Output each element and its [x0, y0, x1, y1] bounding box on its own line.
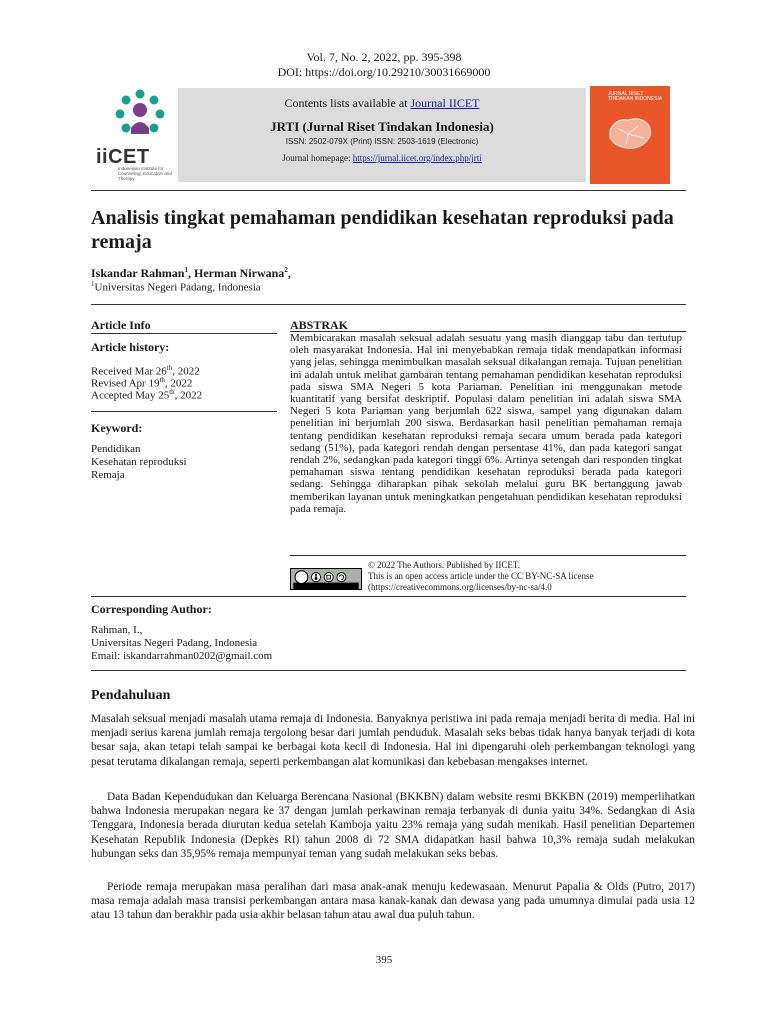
abstract-text: Membicarakan masalah seksual adalah sesuatu yang masih dianggap tabu dan tertutup oleh masyarakat Indonesia. Hal ini menyebabkan remaja tidak mendapatkan informasi yang jelas, sehingga menimbulkan masalah seksual dikalangan remaja. Tujuan penelitian ini adalah untuk melihat gambaran tentang pemahaman pendidikan kesehatan reproduksi pada siswa SMA Negeri 5 kota Pariaman. Penelitian ini menggunakan metode kuantitatif yang bersifat deskriptif. Populasi dalam penelitian ini adalah siswa SMA Negeri 5 kota Pariaman yang berjumlah 622 siswa, sampel yang digunakan dalam penelitian ini berjumlah 200 siswa. Berdasarkan hasil penelitian pemahaman remaja tentang pendidikan kesehatan reproduksi remaja secara umum berada pada kategori sedang (51%), pada kategori rendah dengan persentase 41%, dan pada kategori sangat rendah 2%, sedangkan pada kategori tinggi 6%. Artinya setengah dari responden tingkat pemahaman siswa tentang pendidikan kesehatan reproduksi berada pada kategori sedang. Sehingga diharapkan pihak sekolah melalui guru BK bertanggung jawab memberikan layanan untuk meningkatkan pengetahuan pendidikan kesehatan reproduksi pada remaja.: [290, 332, 682, 515]
corresponding-email: Email: iskandarrahman0202@gmail.com: [91, 650, 273, 662]
revised-text: Revised Apr 19: [91, 377, 160, 390]
revised-sup: th: [159, 376, 165, 384]
article-info-heading: Article Info: [91, 318, 151, 332]
accepted-date: [91, 386, 202, 403]
contents-prefix: Contents lists available at: [284, 96, 411, 110]
received-text: Received Mar 26: [91, 365, 167, 378]
accepted-text: Accepted May 25: [91, 389, 170, 402]
keyword-item: Remaja: [91, 469, 125, 481]
corresponding-top-rule: [91, 596, 686, 597]
accepted-year: , 2022: [174, 389, 203, 402]
cover-map-icon: [604, 112, 656, 154]
accepted-sup: th: [169, 388, 175, 396]
received-year: , 2022: [172, 365, 200, 378]
issn-line: ISSN: 2502-079X (Print) ISSN: 2503-1619 (Electronic): [285, 137, 479, 146]
affiliation: Universitas Negeri Padang, Indonesia: [94, 281, 261, 294]
history-rule: [91, 411, 277, 412]
history-heading: Article history:: [91, 340, 170, 354]
authors-rule: [91, 304, 686, 305]
section-heading: Pendahuluan: [91, 688, 171, 703]
homepage-line: [178, 153, 586, 163]
doi-line: DOI: https://doi.org/10.29210/30031669000: [277, 65, 491, 79]
author-2-sup: 2: [284, 266, 288, 274]
license-line-1: © 2022 The Authors. Published by IICET.: [368, 560, 520, 570]
header-rule: [91, 190, 686, 191]
journal-name: JRTI (Jurnal Riset Tindakan Indonesia): [270, 119, 494, 134]
journal-cover-thumbnail: [590, 86, 670, 184]
logo-wordmark: iiCET: [96, 146, 150, 168]
journal-link[interactable]: Journal IICET: [410, 96, 480, 110]
body-paragraph-3: Periode remaja merupakan masa peralihan dari masa anak-anak menuju kedewasaan. Menurut Papalia & Olds (Putro, 2017) masa remaja adalah masa transisi perkembangan antara masa kanak-kanak dan dewasa yang pada umumnya dimulai pada usia 12 atau 13 tahun dan berakhir pada usia akhir belasan tahun atau awal dua puluh tahun.: [91, 881, 695, 922]
keyword-heading: Keyword:: [91, 421, 143, 435]
abstract-heading: ABSTRAK: [290, 318, 349, 332]
license-rule: [290, 555, 686, 556]
homepage-link[interactable]: https://jurnal.iicet.org/index.php/jrti: [352, 153, 482, 163]
cc-by-nc-sa-badge-icon: [290, 568, 362, 590]
homepage-prefix: Journal homepage:: [282, 153, 353, 163]
article-title: Analisis tingkat pemahaman pendidikan kesehatan reproduksi pada remaja: [91, 207, 674, 253]
article-info-rule: [91, 333, 277, 334]
revised-year: , 2022: [164, 377, 193, 390]
received-sup: th: [166, 364, 173, 372]
author-2: Herman Nirwana: [193, 266, 285, 280]
cover-title: JURNAL RISET TINDAKAN INDONESIA: [608, 91, 663, 102]
page-number: 395: [375, 954, 393, 966]
author-1-sup: 1: [184, 266, 188, 274]
contents-line: [178, 96, 586, 111]
logo-subtitle: Indonesian Institute for Counseling, Education and Therapy: [118, 166, 172, 181]
license-text: [368, 560, 688, 593]
author-1: Iskandar Rahman: [91, 266, 185, 280]
keyword-item: Kesehatan reproduksi: [91, 456, 187, 468]
corresponding-institution: Universitas Negeri Padang, Indonesia: [91, 637, 258, 649]
author-line: Iskandar Rahman$^1$, Herman Nirwana$^2$,: [91, 266, 291, 280]
corresponding-heading: Corresponding Author:: [91, 602, 212, 616]
keyword-item: Pendidikan: [91, 443, 141, 455]
license-line-3: (https://creativecommons.org/licenses/by-nc-sa/4.0: [368, 582, 552, 592]
license-line-2: This is an open access article under the CC BY-NC-SA license: [368, 571, 594, 581]
affiliation-line: [91, 280, 261, 294]
volume-line: Vol. 7, No. 2, 2022, pp. 395-398: [306, 50, 462, 64]
affiliation-sup: 1: [91, 280, 95, 288]
body-paragraph-2: Data Badan Kependudukan dan Keluarga Berencana Nasional (BKKBN) dalam website resmi BKKBN (2019) memperlihatkan bahwa Indonesia merupakan negara ke 37 dengan jumlah perkawinan remaja terbanyak di dunia yaitu 34%. Sedangkan di Asia Tenggara, Indonesia berada diurutan kedua setelah Kamboja yaitu 23% remaja yang sudah menikah. Hasil penelitian Departemen Kesehatan Republik Indonesia (Depkes RI) tahun 2008 di 72 SMA didapatkan hasil bahwa 10,3% remaja sudah melakukan hubungan seks dan 35,95% remaja mempunyai teman yang sudah melakukan seks bebas.: [91, 791, 695, 860]
corresponding-name: Rahman, I.,: [91, 624, 143, 636]
corresponding-bottom-rule: [91, 670, 686, 671]
body-paragraph-1: Masalah seksual menjadi masalah utama remaja di Indonesia. Banyaknya peristiwa ini pada remaja menjadi berita di media. Hal ini menjadi serius karena jumlah remaja tergolong besar dari jumlah penduduk. Masalah seks bebas tidak hanya banyak terjadi di kota besar saja, akan tetapi telah sampai ke berbagai kota kecil di Indonesia. Hal ini dipengaruhi oleh perkembangan teknologi yang pesat terutama dikalangan remaja, seperti perkembangan alat komunikasi dan kebebasan mengakses internet.: [91, 713, 695, 768]
